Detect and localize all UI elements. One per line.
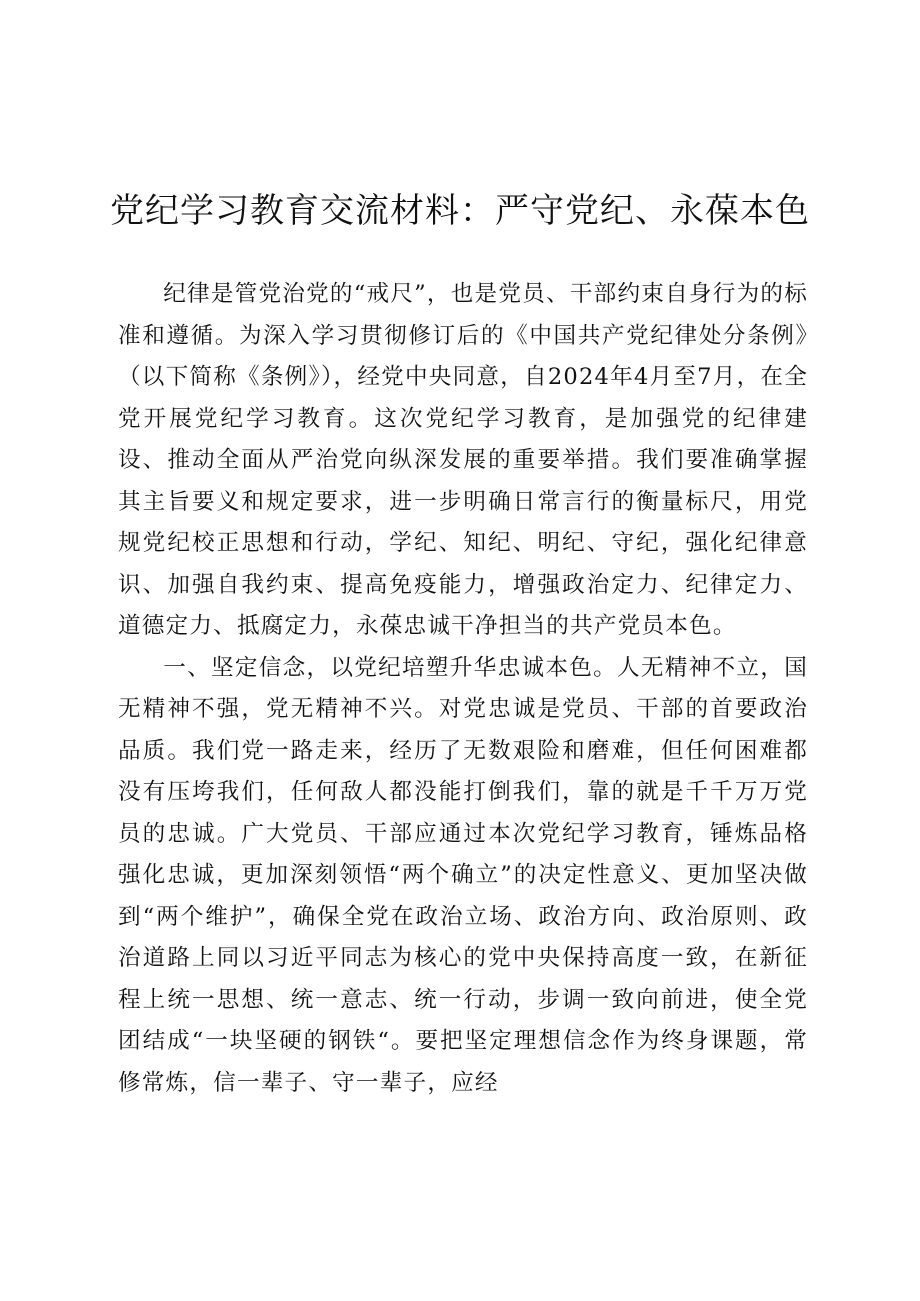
paragraph-intro: 纪律是管党治党的“戒尺”，也是党员、干部约束自身行为的标准和遵循。为深入学习贯彻修订后的《中国共产党纪律处分条例》（以下简称《条例》），经党中央同意，自2024年4月至7月，在全党开展党纪学习教育。这次党纪学习教育，是加强党的纪律建设、推动全面从严治党向纵深发展的重要举措。我们要准确掌握其主旨要义和规定要求，进一步明确日常言行的衡量标尺，用党规党纪校正思想和行动，学纪、知纪、明纪、守纪，强化纪律意识、加强自我约束、提高免疫能力，增强政治定力、纪律定力、道德定力、抵腐定力，永葆忠诚干净担当的共产党员本色。 [118, 281, 808, 639]
document-body [118, 274, 808, 1104]
document-title: 党纪学习教育交流材料：严守党纪、永葆本色 [110, 191, 810, 231]
paragraph-section-one: 一、坚定信念，以党纪培塑升华忠诚本色。人无精神不立，国无精神不强，党无精神不兴。对党忠诚是党员、干部的首要政治品质。我们党一路走来，经历了无数艰险和磨难，但任何困难都没有压垮我们，任何敌人都没能打倒我们，靠的就是千千万万党员的忠诚。广大党员、干部应通过本次党纪学习教育，锤炼品格强化忠诚，更加深刻领悟“两个确立”的决定性意义、更加坚决做到“两个维护”，确保全党在政治立场、政治方向、政治原则、政治道路上同以习近平同志为核心的党中央保持高度一致，在新征程上统一思想、统一意志、统一行动，步调一致向前进，使全党团结成“一块坚硬的钢铁“。要把坚定理想信念作为终身课题，常修常炼，信一辈子、守一辈子，应经 [118, 654, 808, 1096]
